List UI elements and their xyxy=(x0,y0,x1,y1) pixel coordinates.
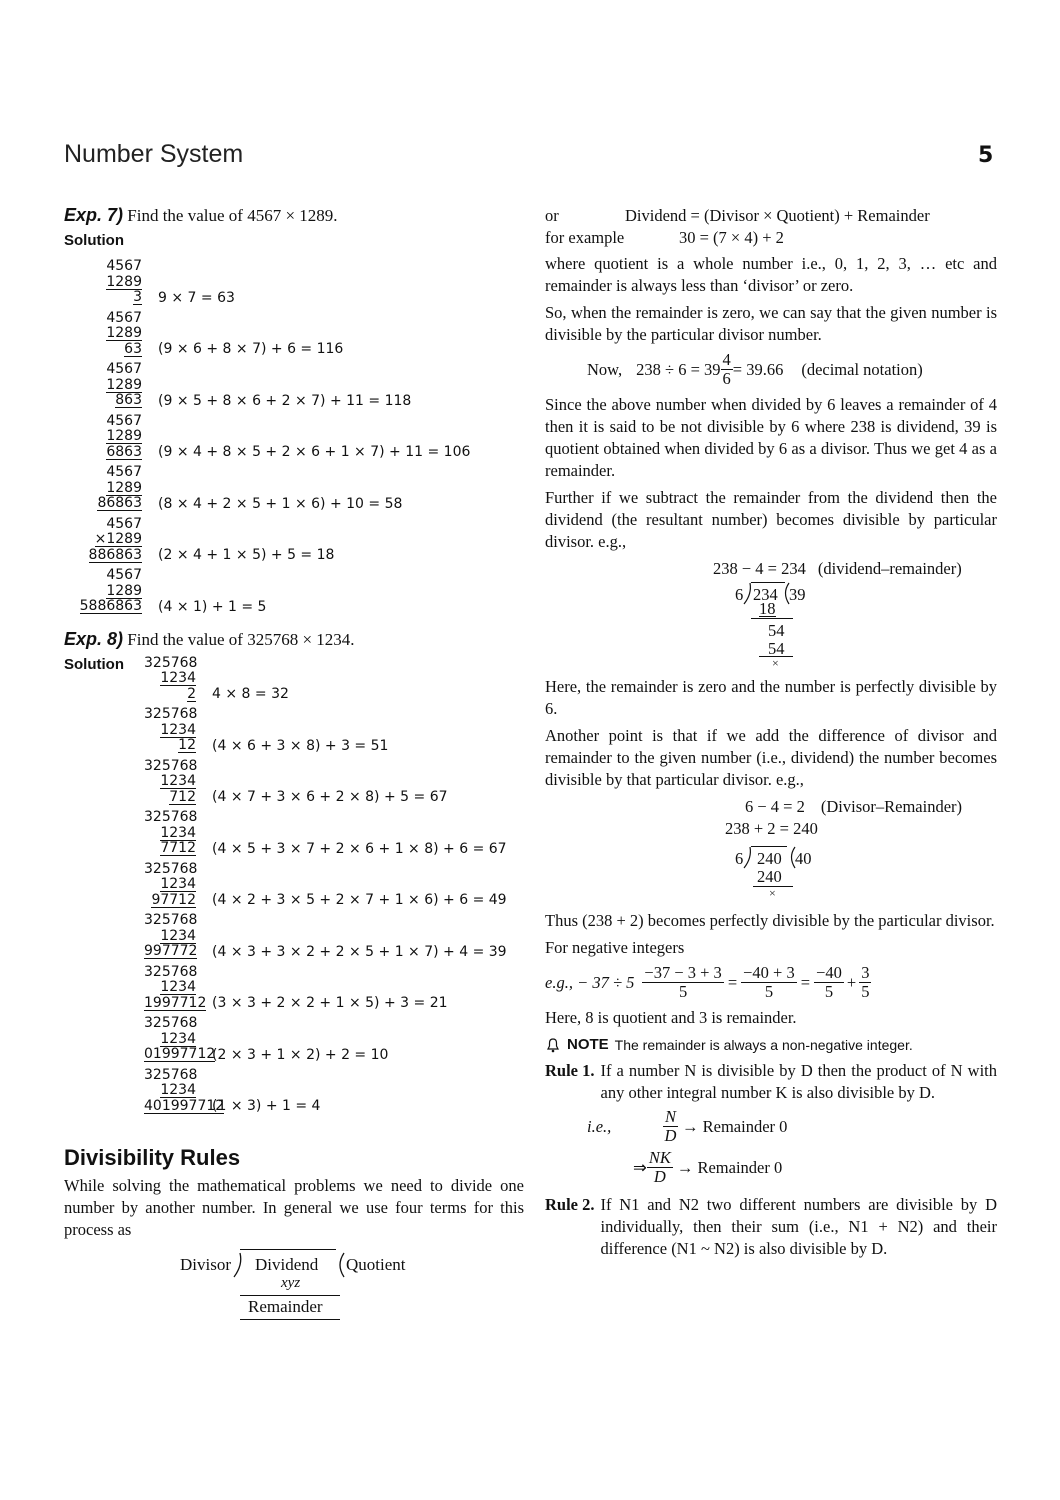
exp8-stack-result: 7712 xyxy=(160,840,196,856)
neg-fraction-3-den: 5 xyxy=(824,982,834,1001)
exp8-step xyxy=(144,810,507,857)
exp7-stack-bottom: 1289 xyxy=(106,325,142,341)
exp7-step-explanation: (9 × 6 + 8 × 7) + 6 = 116 xyxy=(158,341,344,357)
exp7-stack-top: 4567 xyxy=(106,515,142,532)
note-label: NOTE xyxy=(567,1036,609,1053)
rule1-arrow-text-1: → Remainder 0 xyxy=(682,1116,788,1136)
equals-sign-2: = xyxy=(800,972,811,992)
exp8-multiplication-stack xyxy=(144,810,196,857)
exp8-question-line xyxy=(64,629,524,650)
neg-fraction-1-den: 5 xyxy=(678,982,688,1001)
note-text: The remainder is always a non-negative integer. xyxy=(614,1037,913,1053)
neg-fraction-1 xyxy=(642,964,723,1001)
rule1-formula-2 xyxy=(633,1149,997,1186)
neg-fraction-4-den: 5 xyxy=(861,982,870,1001)
dividend-formula: Dividend = (Divisor × Quotient) + Remainder xyxy=(625,206,930,225)
exp8-stack-result: 97712 xyxy=(151,891,196,908)
rule1-fraction-2-num: NK xyxy=(648,1148,671,1167)
exp7-stack-bottom: 1289 xyxy=(106,428,142,444)
exp8-stack-top: 325768 xyxy=(144,1066,198,1083)
perfectly-divisible-paragraph: Here, the remainder is zero and the number is perfectly divisible by 6. xyxy=(545,677,997,718)
exp8-step-explanation: (1 × 3) + 1 = 4 xyxy=(212,1098,321,1114)
exp8-step-explanation: (4 × 2 + 3 × 5 + 2 × 7 + 1 × 6) + 6 = 49 xyxy=(212,892,507,908)
exp7-multiplication-stack xyxy=(78,259,142,306)
exp8-step-explanation: (4 × 3 + 3 × 2 + 2 × 5 + 1 × 7) + 4 = 39 xyxy=(212,943,507,960)
divisibility-intro: While solving the mathematical problems we need to divide one number by another number. In general we use four terms for this process as xyxy=(64,1176,524,1239)
neg-fraction-4-num: 3 xyxy=(861,963,870,982)
diagram-quotient: Quotient xyxy=(346,1255,406,1274)
perfectly-divisible-sum-paragraph: Thus (238 + 2) becomes perfectly divisible by the particular divisor. xyxy=(545,911,995,930)
exp7-step xyxy=(78,517,524,564)
exp8-stack-bottom: 1234 xyxy=(160,1030,196,1047)
exp8-stack-bottom: 1234 xyxy=(160,876,196,892)
exp8-multiplication-stack xyxy=(144,913,196,960)
ld1-dividend: 234 xyxy=(753,585,778,604)
exp8-stack-result: 1997712 xyxy=(144,994,207,1011)
now-label: Now, xyxy=(587,359,623,379)
exp7-step xyxy=(78,465,524,512)
exp7-step xyxy=(78,259,524,306)
formula-line xyxy=(545,205,997,227)
ld1-rule1 xyxy=(751,618,793,619)
exp8-multiplication-stack xyxy=(144,656,196,703)
exp7-stack-bottom: 1289 xyxy=(106,273,142,290)
exp8-stack-bottom: 1234 xyxy=(160,721,196,738)
now-fraction-num: 4 xyxy=(722,350,731,369)
note-bell-icon xyxy=(545,1037,561,1053)
ld2-quotient: 40 xyxy=(795,849,812,868)
exp8-step xyxy=(144,759,507,806)
exp8-step-list xyxy=(144,656,507,1115)
exp7-step-explanation: (9 × 5 + 8 × 6 + 2 × 7) + 11 = 118 xyxy=(158,392,412,409)
page-header-title: Number System xyxy=(64,140,244,168)
implies-symbol: ⇒ xyxy=(633,1157,647,1177)
exp8-step-explanation: (4 × 5 + 3 × 7 + 2 × 6 + 1 × 8) + 6 = 67 xyxy=(212,840,507,857)
long-division-2 xyxy=(735,848,997,900)
exp7-stack-top: 4567 xyxy=(106,567,142,583)
exp8-solution xyxy=(64,656,524,1120)
exp7-solution-label: Solution xyxy=(64,232,124,249)
exp8-multiplication-stack xyxy=(144,1066,225,1115)
example-label: for example xyxy=(545,228,625,247)
exp8-step xyxy=(144,862,507,909)
exp7-step-explanation: (4 × 1) + 1 = 5 xyxy=(158,598,267,615)
exp7-stack-result: 6863 xyxy=(106,443,142,460)
subtract-remainder-paragraph: Further if we subtract the remainder from the dividend then the dividend (the resultant number) becomes divisible by particular divisor. e.g., xyxy=(545,488,997,551)
neg-fraction-2-den: 5 xyxy=(764,982,774,1001)
exp8-multiplication-stack xyxy=(144,1015,216,1063)
exp7-step-explanation: (2 × 4 + 1 × 5) + 5 = 18 xyxy=(158,547,335,563)
rule1-label: Rule 1. xyxy=(545,1061,595,1080)
quotient-remainder-definition: where quotient is a whole number i.e., 0, 1, 2, 3, … etc and remainder is always less than ‘divisor’ or zero. xyxy=(545,254,997,295)
exp8-multiplication-stack xyxy=(144,759,196,806)
exp8-multiplication-stack xyxy=(144,707,196,754)
exp8-stack-top: 325768 xyxy=(144,860,198,877)
rule1-fraction-1-den: D xyxy=(664,1126,677,1145)
ld2-line1: 240 xyxy=(757,867,782,886)
page-number: 5 xyxy=(978,143,994,168)
exp8-stack-result: 401997712 xyxy=(144,1097,225,1114)
rule-1 xyxy=(545,1060,997,1104)
exp7-stack-bottom: 1289 xyxy=(106,479,142,496)
exp7-step xyxy=(78,568,524,615)
ld1-divisor: 6 xyxy=(735,585,744,604)
exp8-stack-top: 325768 xyxy=(144,654,198,671)
exp8-stack-bottom: 1234 xyxy=(160,927,196,944)
ie-label: i.e., xyxy=(587,1116,612,1136)
exp8-step xyxy=(144,656,507,703)
negative-prefix: e.g., − 37 ÷ 5 xyxy=(545,972,635,992)
quotient-remainder-result: Here, 8 is quotient and 3 is remainder. xyxy=(545,1008,797,1027)
ld2-vinculum xyxy=(751,846,787,847)
not-divisible-paragraph: Since the above number when divided by 6 leaves a remainder of 4 then it is said to be not divisible by 6 where 238 is dividend, 39 is quotient obtained when divided by 6 as a divisor. Thus we get 4 as a remainder. xyxy=(545,395,997,480)
exp7-multiplication-stack xyxy=(78,517,142,564)
diagram-dividend: Dividend xyxy=(255,1255,319,1274)
exp8-stack-bottom: 1234 xyxy=(160,979,196,995)
decimal-example xyxy=(587,351,997,388)
neg-fraction-2-num: −40 + 3 xyxy=(743,963,795,982)
exp7-stack-bottom: ×1289 xyxy=(94,531,142,547)
equals-sign-1: = xyxy=(727,972,738,992)
exp8-multiplication-stack xyxy=(144,862,196,909)
rule1-fraction-1 xyxy=(663,1108,678,1145)
or-word: or xyxy=(545,206,559,225)
exp8-step-explanation: (4 × 6 + 3 × 8) + 3 = 51 xyxy=(212,737,389,754)
exp7-stack-result: 886863 xyxy=(88,546,142,563)
rule2-text: If N1 and N2 two different numbers are divisible by D individually, then their sum (i.e., N1 + N2) and their difference (N1 ~ N2) is also divisible by D. xyxy=(600,1195,997,1258)
example-line xyxy=(545,227,997,249)
exp8-step xyxy=(144,913,507,960)
exp8-stack-result: 997772 xyxy=(144,943,198,959)
negative-integers-heading: For negative integers xyxy=(545,938,685,957)
exp8-stack-bottom: 1234 xyxy=(160,824,196,841)
exp7-stack-top: 4567 xyxy=(106,309,142,326)
exp7-label: Exp. 7) xyxy=(64,205,124,225)
left-column xyxy=(64,205,524,1329)
exp8-stack-result: 01997712 xyxy=(144,1046,216,1062)
rule1-fraction-2-den: D xyxy=(653,1167,666,1186)
exp7-multiplication-stack xyxy=(78,568,142,615)
diagram-vinculum xyxy=(240,1249,336,1251)
exp8-step-explanation: (4 × 7 + 3 × 6 + 2 × 8) + 5 = 67 xyxy=(212,789,448,805)
division-terms-diagram xyxy=(64,1249,524,1329)
neg-fraction-3 xyxy=(814,964,844,1001)
exp7-stack-result: 3 xyxy=(133,289,142,305)
now-lhs: 238 ÷ 6 = 39 xyxy=(636,359,721,379)
diagram-rule-top xyxy=(240,1295,340,1296)
ld2-bracket xyxy=(743,846,755,870)
diagram-divisor: Divisor xyxy=(180,1255,231,1274)
neg-fraction-4 xyxy=(859,964,871,1001)
exp8-stack-bottom: 1234 xyxy=(160,1082,196,1098)
rule1-formula-1 xyxy=(587,1108,997,1145)
divisible-definition: So, when the remainder is zero, we can say that the given number is divisible by the particular divisor number. xyxy=(545,303,997,344)
exp8-stack-top: 325768 xyxy=(144,757,198,774)
exp7-step-explanation: (8 × 4 + 2 × 5 + 1 × 6) + 10 = 58 xyxy=(158,495,403,512)
exp8-step xyxy=(144,707,507,754)
rule1-fraction-1-num: N xyxy=(665,1107,677,1126)
ld1-line1: 18 xyxy=(759,599,776,618)
neg-fraction-2 xyxy=(741,964,797,1001)
exp7-step xyxy=(78,362,524,409)
exp8-step xyxy=(144,1016,507,1063)
diagram-division-bracket xyxy=(232,1251,246,1279)
plus-sign: + xyxy=(846,972,857,992)
ld2-dividend: 240 xyxy=(757,849,782,868)
exp7-step-explanation: 9 × 7 = 63 xyxy=(158,289,235,306)
exp8-step-explanation: (2 × 3 + 1 × 2) + 2 = 10 xyxy=(212,1046,389,1063)
diagram-working: xyz xyxy=(281,1275,301,1291)
negative-example xyxy=(545,964,997,1001)
exp8-stack-bottom: 1234 xyxy=(160,670,196,686)
difference-equation xyxy=(745,796,997,818)
neg-fraction-3-num: −40 xyxy=(816,963,842,982)
exp7-step-list xyxy=(78,259,524,615)
exp7-step-explanation: (9 × 4 + 8 × 5 + 2 × 6 + 1 × 7) + 11 = 106 xyxy=(158,444,471,460)
exp8-stack-result: 12 xyxy=(178,737,196,753)
exp7-question: Find the value of 4567 × 1289. xyxy=(127,206,338,225)
exp7-stack-bottom: 1289 xyxy=(106,582,142,599)
now-fraction-den: 6 xyxy=(722,369,731,388)
exp8-multiplication-stack xyxy=(144,963,207,1012)
exp8-stack-top: 325768 xyxy=(144,1015,198,1031)
exp7-steps xyxy=(78,259,524,615)
exp8-stack-top: 325768 xyxy=(144,809,198,825)
example-formula: 30 = (7 × 4) + 2 xyxy=(679,228,784,247)
exp7-question-line xyxy=(64,205,524,226)
exp7-step xyxy=(78,414,524,461)
exp7-stack-top: 4567 xyxy=(106,464,142,480)
ld2-divisor: 6 xyxy=(735,849,744,868)
exp8-step-explanation: 4 × 8 = 32 xyxy=(212,686,289,702)
now-note: (decimal notation) xyxy=(801,359,923,379)
ld1-quotient: 39 xyxy=(789,585,806,604)
exp7-multiplication-stack xyxy=(78,311,142,358)
exp7-stack-top: 4567 xyxy=(106,361,142,377)
now-rhs: = 39.66 xyxy=(732,359,784,379)
exp7-multiplication-stack xyxy=(78,465,142,512)
divisibility-rules-heading: Divisibility Rules xyxy=(64,1145,241,1170)
add-eq: 238 + 2 = 240 xyxy=(725,819,818,838)
exp8-step xyxy=(144,965,507,1012)
exp8-step-explanation: (3 × 3 + 2 × 2 + 1 × 5) + 3 = 21 xyxy=(212,995,448,1011)
exp8-stack-top: 325768 xyxy=(144,912,198,928)
now-fraction xyxy=(721,351,733,388)
exp7-stack-top: 4567 xyxy=(106,412,142,429)
exp8-stack-top: 325768 xyxy=(144,963,198,980)
rule2-label: Rule 2. xyxy=(545,1195,595,1214)
exp7-stack-result: 86863 xyxy=(97,495,142,511)
exp7-step xyxy=(78,311,524,358)
subtract-eq: 238 − 4 = 234 xyxy=(713,559,806,578)
exp7-stack-result: 5886863 xyxy=(79,598,142,614)
exp8-solution-label: Solution xyxy=(64,655,124,673)
subtract-note: (dividend–remainder) xyxy=(817,559,962,578)
exp7-stack-top: 4567 xyxy=(106,258,142,274)
ld1-vinculum xyxy=(751,582,785,583)
difference-eq: 6 − 4 = 2 xyxy=(745,797,805,816)
note-box xyxy=(545,1034,997,1056)
add-difference-paragraph: Another point is that if we add the difference of divisor and remainder to the given number (i.e., dividend) the number becomes divisible by that particular divisor. e.g., xyxy=(545,726,997,789)
exp8-steps xyxy=(144,656,507,1120)
exp8-step xyxy=(144,1068,507,1115)
subtract-equation xyxy=(713,558,997,580)
ld2-line2: × xyxy=(769,886,776,900)
exp8-stack-top: 325768 xyxy=(144,706,198,722)
ld1-line4: × xyxy=(772,656,779,670)
exp8-stack-result: 712 xyxy=(169,788,196,805)
rule1-arrow-text-2: → Remainder 0 xyxy=(676,1157,783,1177)
ld1-line3: 54 xyxy=(768,639,785,658)
diagram-remainder: Remainder xyxy=(248,1297,323,1316)
neg-fraction-1-num: −37 − 3 + 3 xyxy=(644,963,722,982)
difference-note: (Divisor–Remainder) xyxy=(820,797,963,816)
diagram-rule-bottom xyxy=(240,1319,340,1320)
exp8-stack-bottom: 1234 xyxy=(160,773,196,789)
right-column xyxy=(545,205,997,1260)
exp7-stack-result: 63 xyxy=(124,340,142,357)
rule1-text: If a number N is divisible by D then the product of N with any other integral number K is also divisible by D. xyxy=(600,1061,997,1102)
exp7-multiplication-stack xyxy=(78,414,142,461)
exp7-stack-result: 863 xyxy=(115,392,142,408)
exp8-question: Find the value of 325768 × 1234. xyxy=(127,629,355,649)
exp8-stack-result: 2 xyxy=(187,685,196,702)
long-division-1 xyxy=(735,584,997,668)
exp7-stack-bottom: 1289 xyxy=(106,376,142,393)
rule-2 xyxy=(545,1194,997,1260)
exp8-label: Exp. 8) xyxy=(64,628,124,649)
exp7-multiplication-stack xyxy=(78,362,142,409)
ld1-line2: 54 xyxy=(768,621,785,640)
rule1-fraction-2 xyxy=(647,1149,673,1186)
